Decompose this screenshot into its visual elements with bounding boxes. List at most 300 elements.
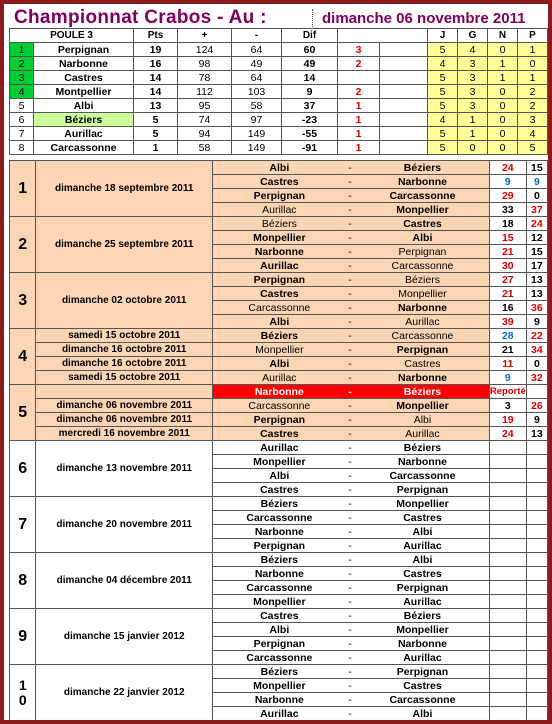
match-row (10, 273, 548, 287)
rank-cell: 5 (10, 99, 34, 113)
played-cell: 4 (428, 57, 458, 71)
gap-cell (212, 413, 232, 427)
rank-cell: 7 (10, 127, 34, 141)
match-row (10, 609, 548, 623)
away-score: 12 (526, 231, 547, 245)
vs-dash: - (326, 231, 374, 245)
standings-row (10, 71, 548, 85)
home-score: 9 (489, 175, 526, 189)
team-cell: Aurillac (34, 127, 134, 141)
away-score: 37 (526, 203, 547, 217)
gap-cell (471, 245, 489, 259)
home-team: Carcassonne (233, 399, 326, 413)
home-team: Monpellier (233, 343, 326, 357)
away-team: Narbonne (374, 301, 471, 315)
plus-cell: 95 (178, 99, 232, 113)
home-team: Perpignan (233, 637, 326, 651)
away-score: 22 (526, 329, 547, 343)
standings-header-row (10, 29, 548, 43)
home-team: Monpellier (233, 679, 326, 693)
vs-dash: - (326, 693, 374, 707)
vs-dash: - (326, 595, 374, 609)
minus-cell: 97 (232, 113, 282, 127)
away-team: Perpignan (374, 581, 471, 595)
round-number: 4 (10, 329, 36, 385)
gap-cell (212, 665, 232, 679)
home-score (489, 609, 526, 623)
plus-cell: 94 (178, 127, 232, 141)
away-team: Aurillac (374, 315, 471, 329)
gap-cell (212, 497, 232, 511)
played-cell: 5 (428, 71, 458, 85)
away-team: Narbonne (374, 175, 471, 189)
away-team: Albi (374, 707, 471, 721)
gap-cell (212, 679, 232, 693)
home-score: 21 (489, 245, 526, 259)
played-cell: 5 (428, 127, 458, 141)
played-cell: 4 (428, 113, 458, 127)
lost-cell: 2 (518, 85, 548, 99)
away-score (526, 441, 547, 455)
match-row (10, 441, 548, 455)
home-score (489, 441, 526, 455)
away-score: 9 (526, 175, 547, 189)
lost-cell: 2 (518, 99, 548, 113)
away-team: Albi (374, 525, 471, 539)
bonus-cell: 1 (338, 127, 380, 141)
bonus-cell (338, 71, 380, 85)
gap-cell (471, 427, 489, 441)
away-team: Castres (374, 511, 471, 525)
dif-cell: -23 (282, 113, 338, 127)
home-score (489, 525, 526, 539)
vs-dash: - (326, 497, 374, 511)
home-team: Albi (233, 315, 326, 329)
home-score: 27 (489, 273, 526, 287)
gap-cell (471, 399, 489, 413)
plus-cell: 98 (178, 57, 232, 71)
home-score: 19 (489, 413, 526, 427)
gap-cell (212, 581, 232, 595)
match-row (10, 553, 548, 567)
gap-cell (212, 175, 232, 189)
home-score (489, 511, 526, 525)
home-team: Carcassonne (233, 581, 326, 595)
gap-cell (212, 511, 232, 525)
away-score (526, 455, 547, 469)
spacer-cell (380, 113, 428, 127)
home-team: Perpignan (233, 413, 326, 427)
gap-cell (212, 469, 232, 483)
pts-cell: 1 (134, 141, 178, 155)
home-score: 16 (489, 301, 526, 315)
gap-cell (212, 245, 232, 259)
match-row (10, 413, 548, 427)
gap-cell (212, 371, 232, 385)
vs-dash: - (326, 567, 374, 581)
home-team: Carcassonne (233, 301, 326, 315)
match-date: dimanche 13 novembre 2011 (36, 441, 213, 497)
page-date: dimanche 06 novembre 2011 (322, 10, 526, 27)
vs-dash: - (326, 245, 374, 259)
gap-cell (471, 553, 489, 567)
vs-dash: - (326, 455, 374, 469)
away-score: 15 (526, 245, 547, 259)
spacer-cell (380, 85, 428, 99)
standings-table (9, 28, 548, 155)
gap-cell (471, 175, 489, 189)
home-score: 30 (489, 259, 526, 273)
away-team: Carcassonne (374, 259, 471, 273)
gap-cell (212, 595, 232, 609)
match-row (10, 329, 548, 343)
gap-cell (471, 511, 489, 525)
bonus-cell: 2 (338, 57, 380, 71)
round-number: 2 (10, 217, 36, 273)
vs-dash: - (326, 511, 374, 525)
home-score (489, 497, 526, 511)
title-bar (10, 7, 550, 29)
vs-dash: - (326, 287, 374, 301)
bonus-cell: 1 (338, 141, 380, 155)
round-number: 3 (10, 273, 36, 329)
pts-cell: 16 (134, 57, 178, 71)
gap-cell (212, 651, 232, 665)
vs-dash: - (326, 259, 374, 273)
gap-cell (471, 385, 489, 399)
dif-cell: 37 (282, 99, 338, 113)
played-cell: 5 (428, 85, 458, 99)
round-number: 5 (10, 385, 36, 441)
bonus-cell: 2 (338, 85, 380, 99)
home-team: Perpignan (233, 273, 326, 287)
won-cell: 3 (458, 85, 488, 99)
away-score (526, 581, 547, 595)
away-score (526, 483, 547, 497)
played-cell: 5 (428, 141, 458, 155)
away-score: 13 (526, 427, 547, 441)
away-team: Monpellier (374, 497, 471, 511)
match-date: dimanche 18 septembre 2011 (36, 161, 213, 217)
gap-cell (212, 567, 232, 581)
vs-dash: - (326, 357, 374, 371)
round-number-digit: 1 (18, 676, 27, 693)
match-date: dimanche 20 novembre 2011 (36, 497, 213, 553)
minus-cell: 64 (232, 71, 282, 85)
lost-cell: 0 (518, 57, 548, 71)
vs-dash: - (326, 329, 374, 343)
drawn-cell: 0 (488, 43, 518, 57)
minus-cell: 149 (232, 141, 282, 155)
standings-row (10, 57, 548, 71)
vs-dash: - (326, 581, 374, 595)
rank-cell: 2 (10, 57, 34, 71)
gap-cell (471, 693, 489, 707)
gap-cell (212, 623, 232, 637)
drawn-cell: 1 (488, 71, 518, 85)
match-date: dimanche 22 janvier 2012 (36, 665, 213, 721)
gap-cell (471, 217, 489, 231)
away-team: Albi (374, 413, 471, 427)
standings-row (10, 43, 548, 57)
team-cell: Albi (34, 99, 134, 113)
pts-cell: 5 (134, 113, 178, 127)
away-score (526, 511, 547, 525)
minus-cell: 64 (232, 43, 282, 57)
home-team: Béziers (233, 665, 326, 679)
gap-cell (212, 189, 232, 203)
home-score: Reporté (489, 385, 526, 397)
won-cell: 3 (458, 99, 488, 113)
won-cell: 3 (458, 71, 488, 85)
home-score: 21 (489, 287, 526, 301)
match-date: samedi 15 octobre 2011 (36, 371, 213, 385)
away-score: 36 (526, 301, 547, 315)
away-team: Narbonne (374, 371, 471, 385)
away-score: 9 (526, 315, 547, 329)
team-cell: Carcassonne (34, 141, 134, 155)
gap-cell (471, 455, 489, 469)
home-team: Aurillac (233, 371, 326, 385)
vs-dash: - (326, 553, 374, 567)
home-score: 24 (489, 427, 526, 441)
gap-cell (212, 217, 232, 231)
vs-dash: - (326, 609, 374, 623)
vs-dash: - (326, 371, 374, 385)
home-team: Castres (233, 483, 326, 497)
away-score: 9 (526, 413, 547, 427)
pts-cell: 14 (134, 85, 178, 99)
header-n: N (488, 29, 518, 43)
lost-cell: 5 (518, 141, 548, 155)
gap-cell (212, 231, 232, 245)
gap-cell (212, 483, 232, 497)
home-team: Aurillac (233, 203, 326, 217)
round-number (10, 665, 36, 721)
drawn-cell: 0 (488, 141, 518, 155)
gap-cell (471, 357, 489, 371)
away-team: Narbonne (374, 455, 471, 469)
page-title: Championnat Crabos - Au : (14, 7, 267, 28)
away-team: Carcassonne (374, 329, 471, 343)
match-date (36, 385, 213, 399)
match-date: dimanche 16 octobre 2011 (36, 343, 213, 357)
match-date: dimanche 15 janvier 2012 (36, 609, 213, 665)
away-score: 13 (526, 287, 547, 301)
away-team: Carcassonne (374, 189, 471, 203)
header-plus: + (178, 29, 232, 43)
vs-dash: - (326, 651, 374, 665)
home-team: Albi (233, 357, 326, 371)
standings-row (10, 141, 548, 155)
gap-cell (471, 539, 489, 553)
match-date: dimanche 04 décembre 2011 (36, 553, 213, 609)
gap-cell (471, 161, 489, 175)
vs-dash: - (326, 203, 374, 217)
spacer-cell (380, 127, 428, 141)
gap-cell (212, 399, 232, 413)
away-team: Béziers (374, 441, 471, 455)
played-cell: 5 (428, 99, 458, 113)
dif-cell: 60 (282, 43, 338, 57)
vs-dash: - (326, 637, 374, 651)
gap-cell (471, 665, 489, 679)
minus-cell: 49 (232, 57, 282, 71)
home-score (489, 539, 526, 553)
vs-dash: - (326, 343, 374, 357)
won-cell: 1 (458, 127, 488, 141)
away-team: Béziers (374, 273, 471, 287)
pts-cell: 14 (134, 71, 178, 85)
away-score (526, 567, 547, 581)
home-team: Aurillac (233, 259, 326, 273)
gap-cell (212, 693, 232, 707)
home-team: Aurillac (233, 707, 326, 721)
home-score (489, 679, 526, 693)
away-team: Béziers (374, 385, 471, 399)
away-team: Monpellier (374, 287, 471, 301)
home-team: Castres (233, 287, 326, 301)
plus-cell: 112 (178, 85, 232, 99)
gap-cell (212, 273, 232, 287)
gap-cell (471, 343, 489, 357)
away-team: Béziers (374, 609, 471, 623)
home-team: Narbonne (233, 567, 326, 581)
away-score: 17 (526, 259, 547, 273)
gap-cell (212, 427, 232, 441)
dif-cell: 49 (282, 57, 338, 71)
home-score: 3 (489, 399, 526, 413)
home-score (489, 581, 526, 595)
away-score (526, 623, 547, 637)
header-g: G (458, 29, 488, 43)
away-score: 24 (526, 217, 547, 231)
home-team: Narbonne (233, 385, 326, 399)
drawn-cell: 1 (488, 57, 518, 71)
home-team: Narbonne (233, 693, 326, 707)
home-score (489, 469, 526, 483)
gap-cell (471, 497, 489, 511)
home-score (489, 623, 526, 637)
bonus-cell: 1 (338, 99, 380, 113)
team-cell: Narbonne (34, 57, 134, 71)
vs-dash: - (326, 427, 374, 441)
home-team: Albi (233, 469, 326, 483)
standings-row (10, 85, 548, 99)
home-score (489, 595, 526, 609)
away-score (526, 609, 547, 623)
away-score (526, 707, 547, 721)
pts-cell: 5 (134, 127, 178, 141)
match-date: dimanche 25 septembre 2011 (36, 217, 213, 273)
away-team: Castres (374, 357, 471, 371)
away-team: Monpellier (374, 203, 471, 217)
home-score (489, 637, 526, 651)
gap-cell (212, 525, 232, 539)
away-team: Perpignan (374, 483, 471, 497)
away-score: 0 (526, 189, 547, 203)
away-team: Albi (374, 231, 471, 245)
away-team: Aurillac (374, 595, 471, 609)
gap-cell (471, 483, 489, 497)
match-row (10, 497, 548, 511)
vs-dash: - (326, 539, 374, 553)
header-poule: POULE 3 (10, 29, 134, 43)
played-cell: 5 (428, 43, 458, 57)
away-team: Carcassonne (374, 693, 471, 707)
vs-dash: - (326, 623, 374, 637)
vs-dash: - (326, 175, 374, 189)
pts-cell: 13 (134, 99, 178, 113)
home-team: Aurillac (233, 441, 326, 455)
away-score (526, 693, 547, 707)
home-score (489, 707, 526, 721)
rank-cell: 4 (10, 85, 34, 99)
home-score: 11 (489, 357, 526, 371)
home-team: Castres (233, 175, 326, 189)
away-team: Castres (374, 679, 471, 693)
gap-cell (471, 679, 489, 693)
spacer-cell (380, 99, 428, 113)
gap-cell (471, 287, 489, 301)
round-number-digit: 0 (18, 691, 27, 708)
match-row (10, 357, 548, 371)
gap-cell (212, 637, 232, 651)
away-score (526, 637, 547, 651)
gap-cell (212, 329, 232, 343)
vs-dash: - (326, 413, 374, 427)
gap-cell (212, 259, 232, 273)
round-number: 1 (10, 161, 36, 217)
home-team: Béziers (233, 329, 326, 343)
home-score (489, 553, 526, 567)
gap-cell (471, 469, 489, 483)
away-score: 26 (526, 399, 547, 413)
away-team: Narbonne (374, 637, 471, 651)
spacer-cell (380, 141, 428, 155)
home-team: Perpignan (233, 189, 326, 203)
match-row (10, 385, 548, 399)
minus-cell: 58 (232, 99, 282, 113)
home-team: Monpellier (233, 595, 326, 609)
vs-dash: - (326, 273, 374, 287)
home-score (489, 651, 526, 665)
away-score: 15 (526, 161, 547, 175)
rank-cell: 6 (10, 113, 34, 127)
dif-cell: -91 (282, 141, 338, 155)
away-team: Monpellier (374, 623, 471, 637)
bonus-cell: 1 (338, 113, 380, 127)
home-team: Castres (233, 427, 326, 441)
home-team: Monpellier (233, 455, 326, 469)
match-row (10, 161, 548, 175)
gap-cell (212, 707, 232, 721)
gap-cell (471, 301, 489, 315)
team-cell: Montpellier (34, 85, 134, 99)
dif-cell: 14 (282, 71, 338, 85)
title-separator (312, 9, 313, 27)
minus-cell: 149 (232, 127, 282, 141)
gap-cell (471, 259, 489, 273)
match-row (10, 343, 548, 357)
gap-cell (212, 357, 232, 371)
match-row (10, 399, 548, 413)
home-score (489, 483, 526, 497)
spacer-cell (380, 71, 428, 85)
gap-cell (471, 371, 489, 385)
home-team: Carcassonne (233, 511, 326, 525)
vs-dash: - (326, 679, 374, 693)
